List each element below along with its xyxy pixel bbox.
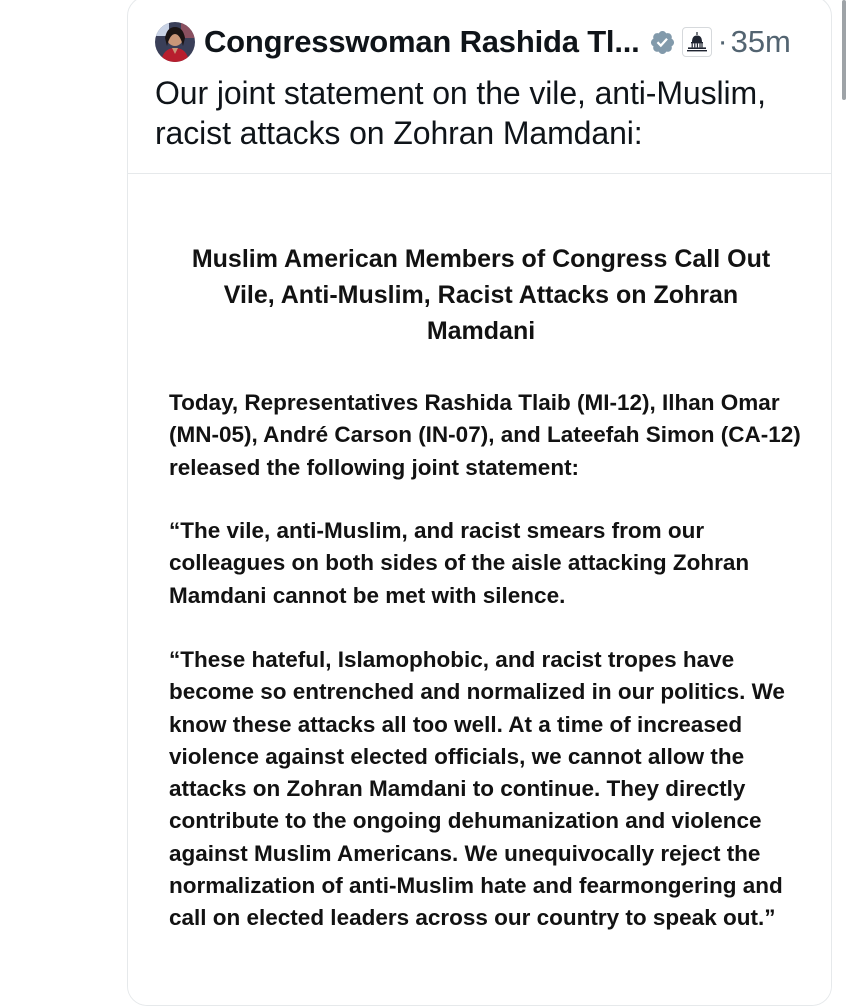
author-display-name[interactable]: Congresswoman Rashida Tl... xyxy=(204,24,640,59)
tweet-timestamp[interactable]: 35m xyxy=(730,24,791,59)
statement-title: Muslim American Members of Congress Call Out Vile, Anti-Muslim, Racist Attacks on Zohran Mamdani xyxy=(191,245,771,345)
scrollbar[interactable] xyxy=(840,0,851,1000)
tweet-header xyxy=(155,21,791,63)
verified-badge-icon[interactable] xyxy=(649,29,676,56)
tweet-card[interactable] xyxy=(127,0,832,1006)
tweet-text: Our joint statement on the vile, anti-Muslim, racist attacks on Zohran Mamdani: xyxy=(155,75,766,151)
statement-paragraph: Today, Representatives Rashida Tlaib (MI-12), Ilhan Omar (MN-05), André Carson (IN-07), and Lateefah Simon (CA-12) released the following joint statement: xyxy=(169,390,801,480)
scrollbar-thumb[interactable] xyxy=(842,0,846,100)
separator-dot: · xyxy=(717,25,728,58)
statement-paragraph: “These hateful, Islamophobic, and racist tropes have become so entrenched and normalized in our politics. We know these attacks all too well. At a time of increased violence against elected officials, we cannot allow the attacks on Zohran Mamdani to continue. They directly contribute to the ongoing dehumanization and violence against Muslim Americans. We unequivocally reject the normalization of anti-Muslim hate and fearmongering and call on elected leaders across our country to speak out.” xyxy=(169,647,785,931)
person-avatar-icon xyxy=(155,22,195,62)
capitol-dome-icon[interactable] xyxy=(682,27,712,57)
avatar[interactable] xyxy=(155,22,195,62)
statement-paragraph: “The vile, anti-Muslim, and racist smears from our colleagues on both sides of the aisle attacking Zohran Mamdani cannot be met with silence. xyxy=(169,518,750,608)
